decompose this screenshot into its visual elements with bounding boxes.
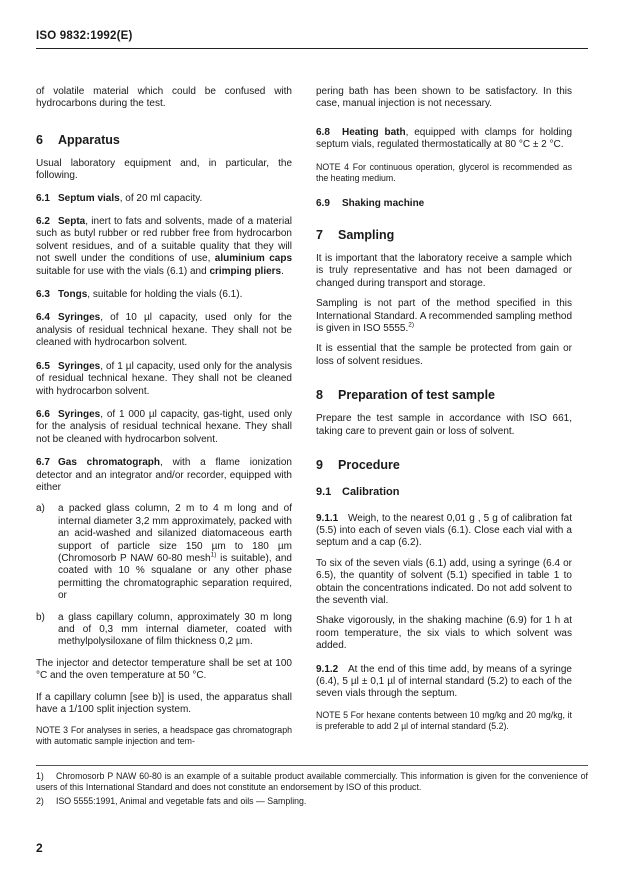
section-7-heading: 7 Sampling [316,228,395,243]
standard-header: ISO 9832:1992(E) [36,30,133,42]
right-column [316,86,572,732]
clause-6-6: 6.6 Syringes, of 1 000 µl capacity, gas-tight, used only for the analysis of residual technical hexane. They shall not be cleaned with hydrocarbon solvent. [36,408,292,445]
split-injection-text: If a capillary column [see b)] is used, the apparatus shall have a 1/100 split injection system. [36,691,292,716]
footnote-ref-1: 1) [210,551,217,559]
footnote-1: 1) Chromosorb P NAW 60-80 is an example of a suitable product available commercially. This information is given for the convenience of users of this International Standard and does not constitute an endorsement by ISO of this product. [36,771,588,792]
footnote-ref-2: 2) [408,321,415,329]
list-item-a: a) a packed glass column, 2 m to 4 m long and of internal diameter 3,2 mm approximately, packed with an acid-washed and silanized diatomaceous earth support of particle size 150 µm to 180 µm (Chromosorb P NAW 60-80 mesh$^{1)}$ is suitable), and coated with 10 % squalane or any other phase permitting the chromatographic separation required, or [36,503,292,602]
clause-6-9: 6.9 Shaking machine [316,197,425,209]
note-3: NOTE 3 For analyses in series, a headspace gas chromatograph with automatic sample injection and tem- [36,725,292,747]
section-8-heading: 8 Preparation of test sample [316,388,495,403]
temperature-text: The injector and detector temperature shall be set at 100 °C and the oven temperature at 50 °C. [36,657,292,682]
clause-6-3: 6.3 Tongs, suitable for holding the vials (6.1). [36,289,243,301]
list-item-b: b) a glass capillary column, approximately 30 m long and of 0,3 mm internal diameter, coated with methylpolysiloxane of film thickness 0,2 µm. [36,611,292,648]
page-number: 2 [36,841,43,855]
sampling-para-2: Sampling is not part of the method specified in this International Standard. A recommended sampling method is given in ISO 5555.$^{2)}$ [316,298,572,335]
clause-6-1: 6.1 Septum vials, of 20 ml capacity. [36,192,203,204]
footnotes [36,771,588,807]
preparation-text: Prepare the test sample in accordance with ISO 661, taking care to prevent gain or loss of solvent. [316,413,572,437]
clause-6-8: 6.8 Heating bath, equipped with clamps for holding septum vials, regulated thermostatically at 80 °C ± 2 °C. [316,126,573,151]
section-9-1-heading: 9.1 Calibration [316,486,400,499]
sampling-para-1: It is important that the laboratory receive a sample which is truly representative and has not been damaged or changed during transport and storage. [316,253,572,289]
footnote-2: 2) ISO 5555:1991, Animal and vegetable fats and oils — Sampling. [36,796,307,806]
clause-6-5: 6.5 Syringes, of 1 µl capacity, used only for the analysis of residual technical hexane. They shall not be cleaned with hydrocarbon solvent. [36,360,292,397]
note-5: NOTE 5 For hexane contents between 10 mg/kg and 20 mg/kg, it is preferable to add 2 µl of internal standard (5.2). [316,709,572,731]
clause-6-7: 6.7 Gas chromatograph, with a flame ionization detector and an integrator and/or recorder, equipped with either [36,457,292,493]
clause-6-2: 6.2 Septa, inert to fats and solvents, made of a material such as butyl rubber or red rubber free from hydrocarbon solvent residues, and of a suitable quality that they will not swell under the conditions of use, aluminium caps suitable for use with the vials (6.1) and crimping pliers. [36,216,293,277]
calibration-para-3: Shake vigorously, in the shaking machine (6.9) for 1 h at room temperature, the six vials to which solvent was added. [316,615,572,652]
section-6-heading: 6 Apparatus [36,132,120,147]
intro-text: of volatile material which could be confused with hydrocarbons during the test. [36,86,292,110]
continued-text: pering bath has been shown to be satisfactory. In this case, manual injection is not necessary. [316,86,572,110]
clause-9-1-1: 9.1.1 Weigh, to the nearest 0,01 g , 5 g of calibration fat (5.5) into each of seven vials (6.1). Close each vial with a septum and a cap (6.2). [316,512,572,549]
header-rule [36,48,588,49]
note-4: NOTE 4 For continuous operation, glycerol is recommended as the heating medium. [316,161,572,183]
section-6-intro: Usual laboratory equipment and, in particular, the following. [36,157,292,182]
calibration-para-2: To six of the seven vials (6.1) add, using a syringe (6.4 or 6.5), the quantity of solvent (5.1) specified in table 1 to obtain the concentrations indicated. Do not add solvent to the seventh vial. [316,557,572,606]
section-9-heading: 9 Procedure [316,458,400,473]
clause-9-1-2: 9.1.2 At the end of this time add, by means of a syringe (6.4), 5 µl ± 0,1 µl of internal standard (5.2) to each of the seven vials through the septum. [316,663,572,700]
footnote-rule [36,765,588,766]
left-column [36,86,292,747]
sampling-para-3: It is essential that the sample be protected from gain or loss of solvent residues. [316,343,572,367]
clause-6-4: 6.4 Syringes, of 10 µl capacity, used only for the analysis of residual technical hexane. They shall not be cleaned with hydrocarbon solvent. [36,312,292,349]
